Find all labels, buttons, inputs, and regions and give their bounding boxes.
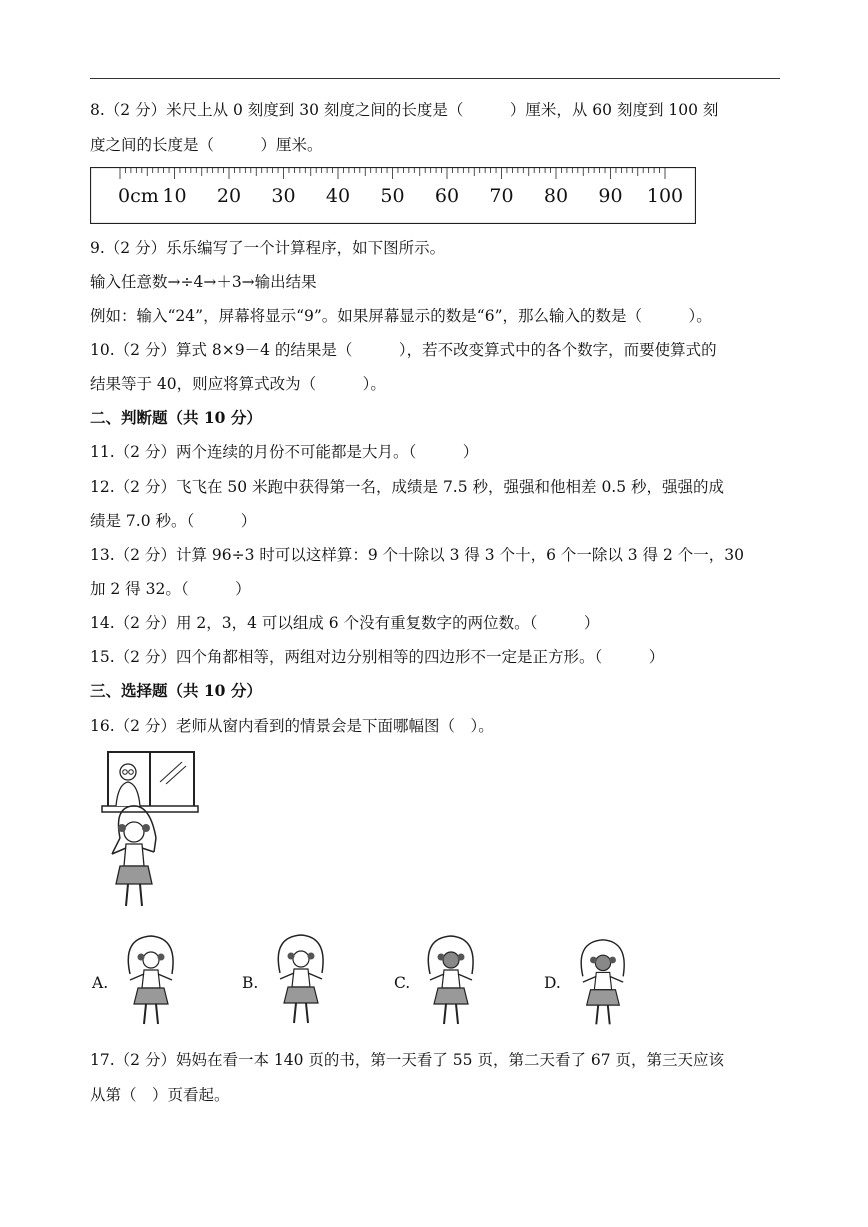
option-b-label: B. [242,974,259,992]
q9-line2: 输入任意数→÷4→＋3→输出结果 [90,273,317,291]
girl-skirt [284,987,318,1003]
q12-line1: 12.（2 分）飞飞在 50 米跑中获得第一名，成绩是 7.5 秒，强强和他相差 0.5 秒，强强的成 [90,478,725,496]
girl-arm [430,974,444,980]
q8-line2: 度之间的长度是（ ）厘米。 [90,136,323,154]
q9-line3: 例如：输入“24”，屏幕将显示“9”。如果屏幕显示的数是“6”，那么输入的数是（ ）。 [90,307,712,325]
option-d-image[interactable] [572,936,634,1032]
ruler-label: 70 [489,185,514,207]
ruler-label: 80 [543,185,569,207]
pigtail [288,953,295,960]
girl-leg [306,1003,308,1023]
ruler-label: 60 [434,185,460,207]
girl-arm [458,974,472,980]
meter-ruler [90,167,696,224]
girl-leg [144,1004,146,1024]
girl-leg [596,1005,598,1024]
girl-arm [280,973,294,979]
q16-line1: 16.（2 分）老师从窗内看到的情景会是下面哪幅图（ ）。 [90,717,494,735]
pigtail [308,953,315,960]
girl-shirt [292,969,310,987]
girl-head [595,955,610,970]
girl-arm [158,974,172,980]
q10-line2: 结果等于 40，则应将算式改为（ ）。 [90,375,386,393]
girl-shirt [442,970,460,988]
girl-shirt [142,970,160,988]
pigtail [458,954,465,961]
q9-line1: 9.（2 分）乐乐编写了一个计算程序，如下图所示。 [90,239,446,257]
girl-head [293,951,309,967]
girl-leg [456,1004,458,1024]
q13-line2: 加 2 得 32。（ ） [90,580,251,598]
q8-line1: 8.（2 分）米尺上从 0 刻度到 30 刻度之间的长度是（ ）厘米，从 60 刻度到 100 刻 [90,101,719,119]
option-b-image[interactable] [270,930,332,1032]
girl-head [443,952,459,968]
q12-line2: 绩是 7.0 秒。（ ） [90,512,257,530]
ruler-label: 90 [598,185,623,207]
pigtail [590,957,597,964]
q15: 15.（2 分）四个角都相等，两组对边分别相等的四边形不一定是正方形。（ ） [90,648,665,666]
girl-skirt [434,988,468,1004]
girl-skirt [587,990,620,1005]
section-choice-heading: 三、选择题（共 10 分） [90,681,262,700]
girl-arm [610,976,623,982]
ruler-label: 30 [271,185,296,207]
girl-leg [608,1005,610,1024]
girl-arm [130,974,144,980]
q13-line1: 13.（2 分）计算 96÷3 时可以这样算：9 个十除以 3 得 3 个十，6 个一除以 3 得 2 个一，30 [90,546,745,564]
option-c-label: C. [394,974,411,992]
ruler-label: 100 [646,185,684,207]
q11: 11.（2 分）两个连续的月份不可能都是大月。（ ） [90,443,479,461]
girl-head [143,952,159,968]
q14: 14.（2 分）用 2，3，4 可以组成 6 个没有重复数字的两位数。（ ） [90,614,600,632]
q17-line2: 从第（ ）页看起。 [90,1086,230,1104]
girl-shirt [594,972,611,989]
pigtail [138,954,145,961]
teacher-window-girl-figure [100,748,200,918]
q17-line1: 17.（2 分）妈妈在看一本 140 页的书，第一天看了 55 页，第二天看了 67 页，第三天应该 [90,1051,725,1069]
girl-arm [583,976,596,982]
girl-arm [308,973,322,979]
header-rule [90,78,780,79]
ruler-label: 0cm [118,185,159,207]
pigtail [158,954,165,961]
section-judgment-heading: 二、判断题（共 10 分） [90,408,262,427]
ruler-label: 20 [216,185,242,207]
pigtail [438,954,445,961]
ruler-label: 40 [325,185,351,207]
option-c-image[interactable] [420,932,482,1032]
girl-skirt [134,988,168,1004]
option-d-label: D. [544,974,561,992]
girl-leg [156,1004,158,1024]
option-a-image[interactable] [120,932,182,1032]
option-a-label: A. [92,974,109,992]
girl-leg [294,1003,296,1023]
ruler-label: 10 [162,185,187,207]
pigtail [609,957,616,964]
ruler-label: 50 [380,185,405,207]
girl-leg [444,1004,446,1024]
q10-line1: 10.（2 分）算式 8×9－4 的结果是（ ），若不改变算式中的各个数字，而要使算式的 [90,341,717,359]
